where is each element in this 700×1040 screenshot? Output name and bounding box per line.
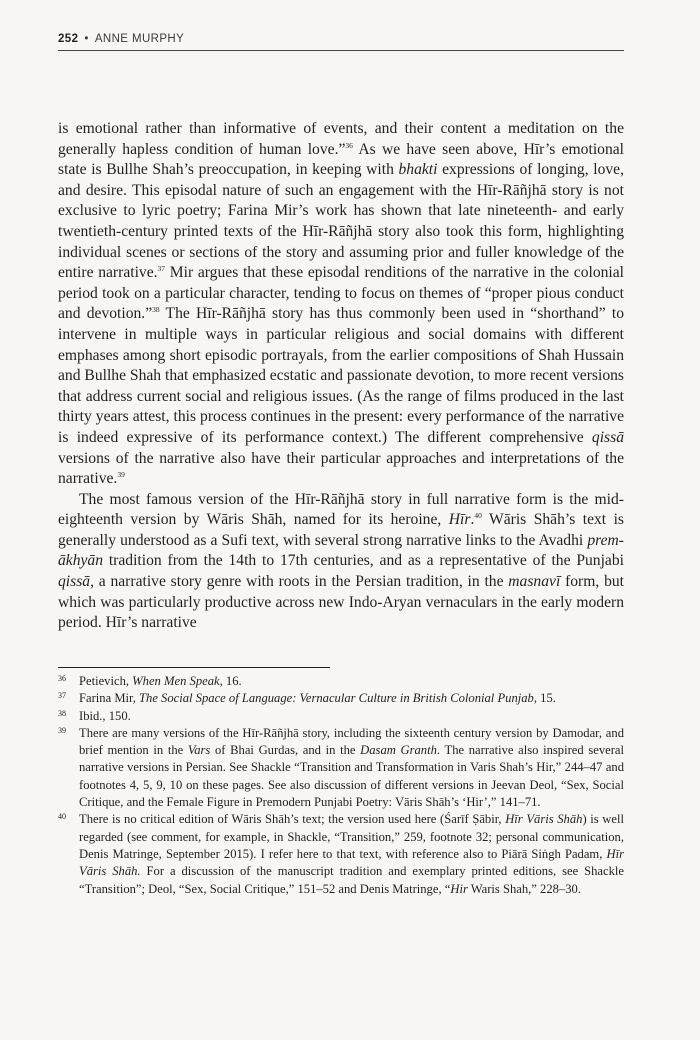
footnote-ref-38[interactable]: 38 (152, 305, 160, 315)
text-run: expressions of longing, love, and desire. This episodal nature of such an engagement with the Hīr-Rāñjhā story is not exclusive to lyric poetry; Farina Mir’s work has shown that late nineteenth- and early twentieth-century printed texts of the Hīr-Rāñjhā story also took this form, highlighting individual scenes or sections of the story and assuming prior and fuller knowledge of the entire narrative. (58, 161, 624, 282)
header-separator: • (84, 33, 89, 45)
footnote-ref-37[interactable]: 37 (157, 264, 166, 274)
footnote-text (79, 811, 624, 897)
italic-term: qissā, (58, 573, 94, 591)
text-run: There are many versions of the Hīr-Rāñjhā story, including the sixteenth century version by Damodar, and brief mention in the (79, 725, 624, 758)
page-number: 252 (58, 33, 79, 45)
text-run: versions of the narrative also have their particular approaches and interpretations of the narrative. (58, 449, 624, 488)
footnote-number: 38 (58, 708, 66, 718)
footnote-text (79, 690, 624, 707)
italic-title: Hir (450, 881, 468, 896)
italic-title: The Social Space of Language: Vernacular Culture in British Colonial Punjab (139, 691, 534, 706)
footnote-divider (58, 667, 330, 668)
footnote-number: 36 (58, 674, 66, 683)
text-run: Waris Shah,” 228–30. (467, 881, 581, 896)
main-text (58, 119, 624, 634)
footnote-ref-39[interactable]: 39 (117, 470, 125, 480)
paragraph (58, 119, 624, 490)
italic-title: Dasam Granth (360, 743, 437, 758)
italic-term: Hīr (448, 511, 471, 529)
text-run: Wāris Shāh’s text is generally understood as a Sufi text, with several strong narrative links to the Avadhi (58, 511, 625, 549)
paragraph (58, 490, 624, 634)
text-run: For a discussion of the manuscript tradition and exemplary printed editions, see Shackle “Transition”; Deol, “Sex, Social Critique,” 151–52 and Denis Matringe, “ (79, 864, 624, 896)
text-run: a narrative story genre with roots in the Persian tradition, in the (93, 573, 509, 591)
italic-term: prem-ākhyān (58, 531, 624, 570)
text-run: . The narrative also inspired several narrative versions in Persian. See Shackle “Transition and Transformation in Varis Shah’s Hir,” 244–47 and footnotes 4, 5, 9, 10 on these pages. See also discussion of different versions in Jeevan Deol, “Sex, Social Critique, and the Female Figure in Premodern Punjabi Poetry: Vāris Shāh’s ‘Hir’,” 141–71. (79, 743, 625, 810)
footnote (58, 708, 624, 725)
text-run: Mir argues that these episodal renditions of the narrative in the colonial period took on a particular character, tending to focus on themes of “proper pious conduct and devotion.” (58, 264, 624, 323)
footnote (58, 690, 624, 707)
running-header (58, 33, 624, 51)
italic-term: bhakti (398, 161, 438, 179)
footnotes (58, 673, 624, 898)
text-run: Farina Mir, (79, 691, 140, 706)
text-run: Ibid., 150. (79, 708, 131, 723)
footnote-text (79, 673, 624, 690)
italic-title: When Men Speak (132, 674, 220, 688)
italic-title: Hīr Vāris Shāh. (79, 846, 624, 879)
footnote-text (79, 708, 624, 725)
footnote-number: 39 (58, 725, 66, 735)
footnote-ref-36[interactable]: 36 (345, 140, 353, 150)
footnote-text (79, 725, 624, 811)
text-run: form, but which was particularly productive across new Indo-Aryan vernaculars in the early modern period. Hīr’s narrative (58, 573, 624, 632)
footnote-number: 37 (58, 691, 66, 701)
text-run: of Bhai Gurdas, and in the (210, 743, 361, 758)
italic-term: masnavī (508, 573, 561, 591)
text-run: . (470, 511, 475, 529)
italic-term: qissā (591, 428, 624, 446)
text-run: , 15. (533, 691, 556, 706)
text-run: Petievich, (79, 674, 133, 688)
footnote (58, 725, 624, 811)
text-run: The most famous version of the Hīr-Rāñjhā story in full narrative form is the mid-eighteenth version by Wāris Shāh, named for its heroine, (58, 490, 624, 529)
italic-title: Hīr Vāris Shāh (505, 812, 583, 827)
text-run: There is no critical edition of Wāris Shāh’s text; the version used here (Śarīf Ṣābir, (79, 812, 506, 827)
text-run: is emotional rather than informative of events, and their content a meditation on the generally hapless condition of human love.” (58, 120, 624, 158)
text-run: , 16. (219, 674, 242, 688)
text-run: As we have seen above, Hīr’s emotional state is Bullhe Shah’s preoccupation, in keeping with (58, 140, 624, 179)
footnote (58, 673, 624, 690)
footnote-number: 40 (58, 812, 66, 822)
text-run: tradition from the 14th to 17th centuries, and as a representative of the Punjabi (103, 552, 624, 570)
text-run: ) is well regarded (see comment, for example, in Shackle, “Transition,” 259, footnote 32; personal communication, Denis Matringe, September 2015). I refer here to that text, with reference also to Piārā Siṅgh Padam, (79, 812, 624, 861)
italic-title: Vars (187, 743, 211, 758)
footnote-ref-40[interactable]: 40 (474, 511, 482, 521)
text-run: The Hīr-Rāñjhā story has thus commonly been used in “shorthand” to intervene in multiple ways in particular religious and social domains with different emphases among short episodic portrayals, from the earlier compositions of Shah Hussain and Bullhe Shah that emphasized ecstatic and passionate devotion, to more recent versions that address current social and religious issues. (As the range of films produced in the last thirty years attest, this process continues in the present: every performance of the narrative is indeed expressive of its performance context.) The different comprehensive (58, 305, 624, 446)
running-head-author: ANNE MURPHY (94, 33, 185, 45)
footnote (58, 811, 624, 897)
